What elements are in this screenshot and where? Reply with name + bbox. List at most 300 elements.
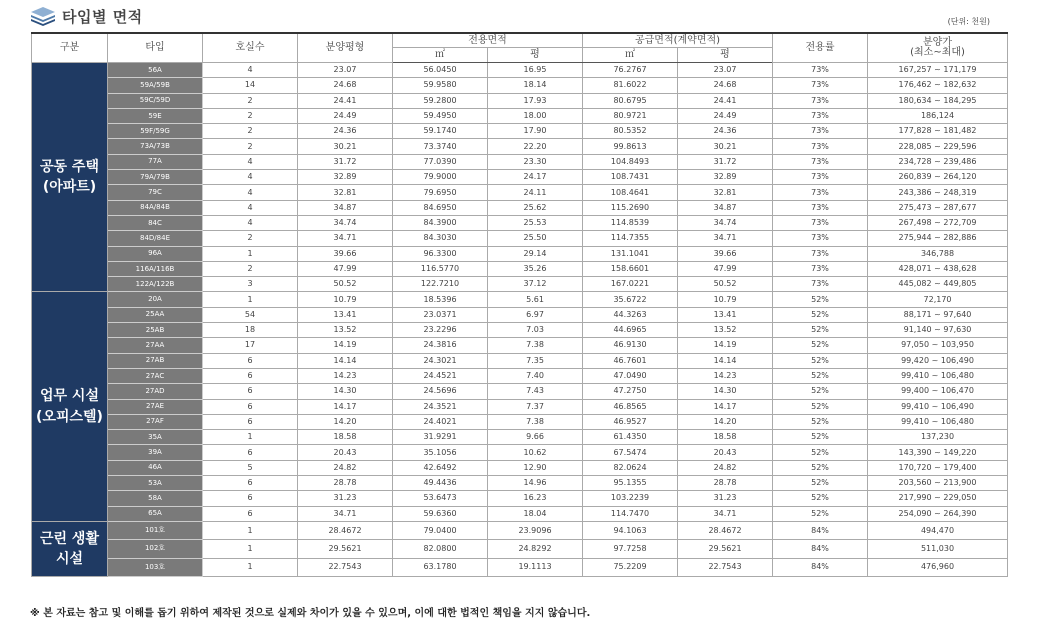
units-cell: 54 (203, 307, 298, 322)
units-cell: 6 (203, 384, 298, 399)
layers-icon (30, 6, 56, 26)
supply-pyeong-cell: 24.68 (678, 78, 773, 93)
supply-sqm-cell: 44.6965 (583, 323, 678, 338)
exclusive-pyeong-cell: 7.03 (488, 323, 583, 338)
price-cell: 167,257 ~ 171,179 (868, 63, 1008, 78)
price-cell: 170,720 ~ 179,400 (868, 460, 1008, 475)
price-cell: 99,410 ~ 106,490 (868, 399, 1008, 414)
sale-pyeong-cell: 13.52 (298, 323, 393, 338)
type-cell: 27AB (108, 353, 203, 368)
supply-sqm-cell: 46.9130 (583, 338, 678, 353)
supply-sqm-cell: 94.1063 (583, 521, 678, 539)
units-cell: 1 (203, 521, 298, 539)
header-price (868, 33, 1008, 63)
sale-pyeong-cell: 14.20 (298, 414, 393, 429)
supply-pyeong-cell: 23.07 (678, 63, 773, 78)
exclusive-sqm-cell: 59.1740 (393, 124, 488, 139)
exclusive-ratio-cell: 73% (773, 108, 868, 123)
units-cell: 3 (203, 277, 298, 292)
exclusive-sqm-cell: 35.1056 (393, 445, 488, 460)
table-row (32, 445, 1008, 460)
units-cell: 6 (203, 368, 298, 383)
type-cell: 65A (108, 506, 203, 521)
exclusive-sqm-cell: 84.3900 (393, 215, 488, 230)
exclusive-ratio-cell: 73% (773, 93, 868, 108)
exclusive-ratio-cell: 52% (773, 445, 868, 460)
sale-pyeong-cell: 14.19 (298, 338, 393, 353)
exclusive-ratio-cell: 73% (773, 170, 868, 185)
exclusive-sqm-cell: 59.6360 (393, 506, 488, 521)
table-row (32, 521, 1008, 539)
type-cell: 27AA (108, 338, 203, 353)
exclusive-ratio-cell: 52% (773, 506, 868, 521)
table-row (32, 154, 1008, 169)
table-row (32, 292, 1008, 307)
price-cell: 99,410 ~ 106,480 (868, 414, 1008, 429)
supply-pyeong-cell: 10.79 (678, 292, 773, 307)
supply-pyeong-cell: 24.41 (678, 93, 773, 108)
type-cell: 73A/73B (108, 139, 203, 154)
header-type: 타입 (108, 33, 203, 63)
sale-pyeong-cell: 31.72 (298, 154, 393, 169)
type-cell: 35A (108, 430, 203, 445)
exclusive-pyeong-cell: 9.66 (488, 430, 583, 445)
supply-sqm-cell: 46.7601 (583, 353, 678, 368)
supply-sqm-cell: 114.7355 (583, 231, 678, 246)
exclusive-ratio-cell: 73% (773, 154, 868, 169)
price-cell: 275,944 ~ 282,886 (868, 231, 1008, 246)
exclusive-pyeong-cell: 7.38 (488, 338, 583, 353)
type-cell: 53A (108, 476, 203, 491)
exclusive-sqm-cell: 24.3021 (393, 353, 488, 368)
supply-sqm-cell: 80.6795 (583, 93, 678, 108)
exclusive-sqm-cell: 116.5770 (393, 261, 488, 276)
supply-pyeong-cell: 47.99 (678, 261, 773, 276)
sale-pyeong-cell: 34.71 (298, 506, 393, 521)
table-row (32, 277, 1008, 292)
header-exclusive-ratio: 전용률 (773, 33, 868, 63)
exclusive-sqm-cell: 84.6950 (393, 200, 488, 215)
section-header (30, 4, 143, 28)
exclusive-ratio-cell: 52% (773, 384, 868, 399)
exclusive-pyeong-cell: 6.97 (488, 307, 583, 322)
exclusive-ratio-cell: 52% (773, 476, 868, 491)
supply-pyeong-cell: 14.17 (678, 399, 773, 414)
sale-pyeong-cell: 22.7543 (298, 558, 393, 576)
type-cell: 77A (108, 154, 203, 169)
sale-pyeong-cell: 39.66 (298, 246, 393, 261)
sale-pyeong-cell: 31.23 (298, 491, 393, 506)
price-cell: 180,634 ~ 184,295 (868, 93, 1008, 108)
units-cell: 6 (203, 445, 298, 460)
exclusive-ratio-cell: 73% (773, 277, 868, 292)
units-cell: 2 (203, 124, 298, 139)
type-cell: 56A (108, 63, 203, 78)
price-cell: 99,420 ~ 106,490 (868, 353, 1008, 368)
table-row (32, 476, 1008, 491)
supply-sqm-cell: 114.7470 (583, 506, 678, 521)
supply-sqm-cell: 61.4350 (583, 430, 678, 445)
supply-pyeong-cell: 28.4672 (678, 521, 773, 539)
sale-pyeong-cell: 24.36 (298, 124, 393, 139)
exclusive-sqm-cell: 73.3740 (393, 139, 488, 154)
type-cell: 79A/79B (108, 170, 203, 185)
table-row (32, 430, 1008, 445)
supply-pyeong-cell: 14.14 (678, 353, 773, 368)
price-cell: 494,470 (868, 521, 1008, 539)
type-cell: 59F/59G (108, 124, 203, 139)
price-cell: 476,960 (868, 558, 1008, 576)
supply-pyeong-cell: 34.71 (678, 506, 773, 521)
exclusive-ratio-cell: 73% (773, 124, 868, 139)
exclusive-pyeong-cell: 7.38 (488, 414, 583, 429)
header-supply-area: 공급면적(계약면적) (583, 33, 773, 48)
exclusive-sqm-cell: 79.0400 (393, 521, 488, 539)
supply-sqm-cell: 46.9527 (583, 414, 678, 429)
supply-pyeong-cell: 29.5621 (678, 540, 773, 558)
table-row (32, 124, 1008, 139)
units-cell: 1 (203, 558, 298, 576)
supply-pyeong-cell: 34.87 (678, 200, 773, 215)
units-cell: 2 (203, 108, 298, 123)
exclusive-ratio-cell: 52% (773, 430, 868, 445)
price-cell: 234,728 ~ 239,486 (868, 154, 1008, 169)
exclusive-pyeong-cell: 17.90 (488, 124, 583, 139)
supply-sqm-cell: 80.5352 (583, 124, 678, 139)
sale-pyeong-cell: 14.30 (298, 384, 393, 399)
supply-pyeong-cell: 28.78 (678, 476, 773, 491)
units-cell: 2 (203, 231, 298, 246)
supply-sqm-cell: 47.0490 (583, 368, 678, 383)
exclusive-sqm-cell: 31.9291 (393, 430, 488, 445)
price-cell: 99,410 ~ 106,480 (868, 368, 1008, 383)
supply-pyeong-cell: 31.23 (678, 491, 773, 506)
supply-sqm-cell: 75.2209 (583, 558, 678, 576)
units-cell: 1 (203, 430, 298, 445)
supply-pyeong-cell: 20.43 (678, 445, 773, 460)
price-cell: 275,473 ~ 287,677 (868, 200, 1008, 215)
supply-sqm-cell: 131.1041 (583, 246, 678, 261)
exclusive-sqm-cell: 23.0371 (393, 307, 488, 322)
price-cell: 88,171 ~ 97,640 (868, 307, 1008, 322)
price-cell: 267,498 ~ 272,709 (868, 215, 1008, 230)
exclusive-pyeong-cell: 23.30 (488, 154, 583, 169)
table-row (32, 491, 1008, 506)
exclusive-sqm-cell: 24.4521 (393, 368, 488, 383)
table-row (32, 93, 1008, 108)
units-cell: 6 (203, 491, 298, 506)
supply-sqm-cell: 108.7431 (583, 170, 678, 185)
table-row (32, 261, 1008, 276)
supply-pyeong-cell: 31.72 (678, 154, 773, 169)
units-cell: 4 (203, 185, 298, 200)
price-cell: 511,030 (868, 540, 1008, 558)
units-cell: 6 (203, 414, 298, 429)
table-row (32, 307, 1008, 322)
sale-pyeong-cell: 34.71 (298, 231, 393, 246)
supply-pyeong-cell: 22.7543 (678, 558, 773, 576)
sale-pyeong-cell: 24.41 (298, 93, 393, 108)
price-cell: 445,082 ~ 449,805 (868, 277, 1008, 292)
supply-sqm-cell: 46.8565 (583, 399, 678, 414)
sale-pyeong-cell: 29.5621 (298, 540, 393, 558)
supply-sqm-cell: 76.2767 (583, 63, 678, 78)
table-row (32, 139, 1008, 154)
units-cell: 1 (203, 540, 298, 558)
table-row (32, 63, 1008, 78)
units-cell: 4 (203, 200, 298, 215)
price-cell: 97,050 ~ 103,950 (868, 338, 1008, 353)
price-cell: 72,170 (868, 292, 1008, 307)
supply-pyeong-cell: 14.30 (678, 384, 773, 399)
header-price-label: 분양가 (923, 37, 952, 48)
sale-pyeong-cell: 24.49 (298, 108, 393, 123)
header-category: 구분 (32, 33, 108, 63)
sale-pyeong-cell: 20.43 (298, 445, 393, 460)
supply-pyeong-cell: 24.36 (678, 124, 773, 139)
exclusive-pyeong-cell: 12.90 (488, 460, 583, 475)
units-cell: 18 (203, 323, 298, 338)
category-cell: 공동 주택 (아파트) (32, 63, 108, 292)
supply-pyeong-cell: 39.66 (678, 246, 773, 261)
units-cell: 14 (203, 78, 298, 93)
exclusive-sqm-cell: 24.4021 (393, 414, 488, 429)
supply-pyeong-cell: 14.23 (678, 368, 773, 383)
header-exclusive-sqm: ㎡ (393, 48, 488, 63)
exclusive-ratio-cell: 73% (773, 231, 868, 246)
price-cell: 143,390 ~ 149,220 (868, 445, 1008, 460)
exclusive-pyeong-cell: 25.50 (488, 231, 583, 246)
table-row (32, 323, 1008, 338)
table-row (32, 540, 1008, 558)
price-cell: 99,400 ~ 106,470 (868, 384, 1008, 399)
table-row (32, 384, 1008, 399)
exclusive-sqm-cell: 63.1780 (393, 558, 488, 576)
supply-pyeong-cell: 30.21 (678, 139, 773, 154)
page-title: 타입별 면적 (62, 7, 143, 26)
sale-pyeong-cell: 32.81 (298, 185, 393, 200)
exclusive-sqm-cell: 42.6492 (393, 460, 488, 475)
table-header (32, 33, 1008, 63)
exclusive-sqm-cell: 18.5396 (393, 292, 488, 307)
disclaimer-footnote: ※ 본 자료는 참고 및 이해를 돕기 위하여 제작된 것으로 실제와 차이가 있을 수 있으며, 이에 대한 법적인 책임을 지지 않습니다. (30, 608, 591, 619)
exclusive-pyeong-cell: 24.17 (488, 170, 583, 185)
units-cell: 4 (203, 63, 298, 78)
header-supply-pyeong: 평 (678, 48, 773, 63)
exclusive-ratio-cell: 52% (773, 460, 868, 475)
exclusive-ratio-cell: 84% (773, 521, 868, 539)
exclusive-sqm-cell: 82.0800 (393, 540, 488, 558)
exclusive-ratio-cell: 52% (773, 414, 868, 429)
supply-sqm-cell: 67.5474 (583, 445, 678, 460)
exclusive-sqm-cell: 122.7210 (393, 277, 488, 292)
supply-sqm-cell: 80.9721 (583, 108, 678, 123)
exclusive-sqm-cell: 79.6950 (393, 185, 488, 200)
exclusive-ratio-cell: 52% (773, 368, 868, 383)
supply-pyeong-cell: 32.89 (678, 170, 773, 185)
units-cell: 4 (203, 154, 298, 169)
exclusive-pyeong-cell: 24.11 (488, 185, 583, 200)
sale-pyeong-cell: 28.78 (298, 476, 393, 491)
type-cell: 27AD (108, 384, 203, 399)
sale-pyeong-cell: 14.17 (298, 399, 393, 414)
supply-sqm-cell: 95.1355 (583, 476, 678, 491)
table-row (32, 558, 1008, 576)
supply-sqm-cell: 81.6022 (583, 78, 678, 93)
header-exclusive-pyeong: 평 (488, 48, 583, 63)
exclusive-pyeong-cell: 7.43 (488, 384, 583, 399)
exclusive-pyeong-cell: 19.1113 (488, 558, 583, 576)
supply-pyeong-cell: 34.71 (678, 231, 773, 246)
table-row (32, 108, 1008, 123)
supply-pyeong-cell: 32.81 (678, 185, 773, 200)
type-cell: 116A/116B (108, 261, 203, 276)
units-cell: 6 (203, 476, 298, 491)
exclusive-ratio-cell: 73% (773, 139, 868, 154)
units-cell: 1 (203, 246, 298, 261)
table-row (32, 506, 1008, 521)
table-row (32, 414, 1008, 429)
type-cell: 27AE (108, 399, 203, 414)
unit-note: (단위: 천원) (947, 17, 990, 26)
price-cell: 243,386 ~ 248,319 (868, 185, 1008, 200)
exclusive-ratio-cell: 73% (773, 215, 868, 230)
table-row (32, 200, 1008, 215)
units-cell: 6 (203, 399, 298, 414)
units-cell: 6 (203, 506, 298, 521)
exclusive-ratio-cell: 52% (773, 338, 868, 353)
exclusive-ratio-cell: 73% (773, 261, 868, 276)
area-by-type-table (31, 32, 1008, 577)
exclusive-pyeong-cell: 16.23 (488, 491, 583, 506)
exclusive-ratio-cell: 52% (773, 491, 868, 506)
type-cell: 59E (108, 108, 203, 123)
type-cell: 96A (108, 246, 203, 261)
exclusive-ratio-cell: 52% (773, 399, 868, 414)
exclusive-ratio-cell: 84% (773, 558, 868, 576)
exclusive-sqm-cell: 24.5696 (393, 384, 488, 399)
sale-pyeong-cell: 28.4672 (298, 521, 393, 539)
exclusive-ratio-cell: 73% (773, 185, 868, 200)
category-cell: 업무 시설 (오피스텔) (32, 292, 108, 521)
exclusive-ratio-cell: 73% (773, 63, 868, 78)
type-cell: 84C (108, 215, 203, 230)
supply-sqm-cell: 114.8539 (583, 215, 678, 230)
supply-sqm-cell: 44.3263 (583, 307, 678, 322)
units-cell: 2 (203, 139, 298, 154)
price-cell: 137,230 (868, 430, 1008, 445)
exclusive-sqm-cell: 59.2800 (393, 93, 488, 108)
sale-pyeong-cell: 34.74 (298, 215, 393, 230)
supply-sqm-cell: 35.6722 (583, 292, 678, 307)
type-cell: 79C (108, 185, 203, 200)
supply-sqm-cell: 104.8493 (583, 154, 678, 169)
table-row (32, 215, 1008, 230)
price-cell: 176,462 ~ 182,632 (868, 78, 1008, 93)
price-cell: 177,828 ~ 181,482 (868, 124, 1008, 139)
exclusive-sqm-cell: 56.0450 (393, 63, 488, 78)
sale-pyeong-cell: 13.41 (298, 307, 393, 322)
exclusive-pyeong-cell: 14.96 (488, 476, 583, 491)
header-exclusive-area: 전용면적 (393, 33, 583, 48)
table-row (32, 170, 1008, 185)
units-cell: 6 (203, 353, 298, 368)
supply-sqm-cell: 99.8613 (583, 139, 678, 154)
sale-pyeong-cell: 14.23 (298, 368, 393, 383)
exclusive-sqm-cell: 59.4950 (393, 108, 488, 123)
type-cell: 122A/122B (108, 277, 203, 292)
supply-pyeong-cell: 13.52 (678, 323, 773, 338)
sale-pyeong-cell: 14.14 (298, 353, 393, 368)
exclusive-pyeong-cell: 7.40 (488, 368, 583, 383)
supply-sqm-cell: 103.2239 (583, 491, 678, 506)
table-row (32, 399, 1008, 414)
exclusive-ratio-cell: 84% (773, 540, 868, 558)
table-row (32, 78, 1008, 93)
type-cell: 58A (108, 491, 203, 506)
sale-pyeong-cell: 24.82 (298, 460, 393, 475)
exclusive-ratio-cell: 52% (773, 353, 868, 368)
supply-sqm-cell: 108.4641 (583, 185, 678, 200)
price-cell: 254,090 ~ 264,390 (868, 506, 1008, 521)
type-cell: 84D/84E (108, 231, 203, 246)
type-cell: 102호 (108, 540, 203, 558)
exclusive-pyeong-cell: 7.35 (488, 353, 583, 368)
exclusive-pyeong-cell: 24.8292 (488, 540, 583, 558)
sale-pyeong-cell: 32.89 (298, 170, 393, 185)
exclusive-ratio-cell: 52% (773, 307, 868, 322)
exclusive-pyeong-cell: 25.53 (488, 215, 583, 230)
type-cell: 46A (108, 460, 203, 475)
supply-pyeong-cell: 34.74 (678, 215, 773, 230)
exclusive-sqm-cell: 53.6473 (393, 491, 488, 506)
type-cell: 25AA (108, 307, 203, 322)
exclusive-sqm-cell: 79.9000 (393, 170, 488, 185)
table-row (32, 185, 1008, 200)
units-cell: 2 (203, 261, 298, 276)
sale-pyeong-cell: 23.07 (298, 63, 393, 78)
type-cell: 101호 (108, 521, 203, 539)
type-cell: 39A (108, 445, 203, 460)
exclusive-ratio-cell: 73% (773, 246, 868, 261)
supply-pyeong-cell: 24.82 (678, 460, 773, 475)
type-cell: 59C/59D (108, 93, 203, 108)
exclusive-sqm-cell: 23.2296 (393, 323, 488, 338)
exclusive-ratio-cell: 73% (773, 200, 868, 215)
type-cell: 103호 (108, 558, 203, 576)
units-cell: 5 (203, 460, 298, 475)
units-cell: 2 (203, 93, 298, 108)
price-cell: 91,140 ~ 97,630 (868, 323, 1008, 338)
price-cell: 203,560 ~ 213,900 (868, 476, 1008, 491)
table-row (32, 246, 1008, 261)
supply-pyeong-cell: 14.20 (678, 414, 773, 429)
exclusive-ratio-cell: 52% (773, 323, 868, 338)
price-cell: 346,788 (868, 246, 1008, 261)
type-cell: 25AB (108, 323, 203, 338)
exclusive-sqm-cell: 77.0390 (393, 154, 488, 169)
exclusive-pyeong-cell: 25.62 (488, 200, 583, 215)
category-cell: 근린 생활 시설 (32, 521, 108, 576)
exclusive-sqm-cell: 59.9580 (393, 78, 488, 93)
price-cell: 260,839 ~ 264,120 (868, 170, 1008, 185)
supply-sqm-cell: 167.0221 (583, 277, 678, 292)
price-cell: 228,085 ~ 229,596 (868, 139, 1008, 154)
exclusive-pyeong-cell: 18.00 (488, 108, 583, 123)
exclusive-pyeong-cell: 22.20 (488, 139, 583, 154)
table-row (32, 231, 1008, 246)
exclusive-pyeong-cell: 35.26 (488, 261, 583, 276)
